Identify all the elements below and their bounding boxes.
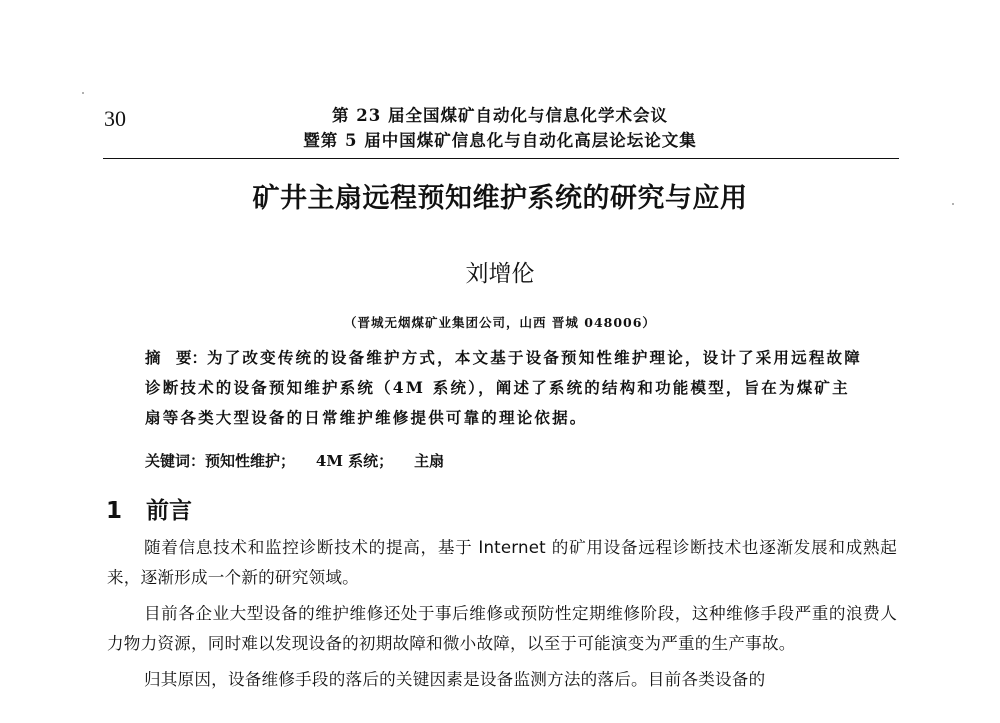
body-paragraph-2: 目前各企业大型设备的维护维修还处于事后维修或预防性定期维修阶段，这种维修手段严重的浪费人力物力资源，同时难以发现设备的初期故障和微小故障，以至于可能演变为严重的生产事故。 xyxy=(107,604,897,653)
section-title: 前言 xyxy=(146,498,192,524)
abstract-label: 摘 要： xyxy=(145,349,208,367)
keywords xyxy=(145,450,444,471)
running-header-line-1: 第 23 届全国煤矿自动化与信息化学术会议 xyxy=(332,106,668,125)
keywords-label: 关键词： xyxy=(145,452,206,470)
keyword-1: 预知性维护； xyxy=(205,452,296,470)
keyword-3: 主扇 xyxy=(414,452,445,470)
paper-title: 矿井主扇远程预知维护系统的研究与应用 xyxy=(252,183,748,214)
abstract xyxy=(145,343,865,433)
section-heading xyxy=(106,492,192,525)
abstract-text: 为了改变传统的设备维护方式，本文基于设备预知性维护理论，设计了采用远程故障诊断技术的设备预知维护系统（4M 系统），阐述了系统的结构和功能模型，旨在为煤矿主扇等各类大型设备的日常维护维修提供可靠的理论依据。 xyxy=(145,348,862,427)
author-affiliation: （晋城无烟煤矿业集团公司，山西 晋城 048006） xyxy=(344,315,656,330)
running-header xyxy=(100,103,900,153)
section-body xyxy=(107,533,897,701)
scan-speck xyxy=(82,92,84,94)
running-header-line-2: 暨第 5 届中国煤矿信息化与自动化高层论坛论文集 xyxy=(303,131,697,150)
body-paragraph-1: 随着信息技术和监控诊断技术的提高，基于 Internet 的矿用设备远程诊断技术也逐渐发展和成熟起来，逐渐形成一个新的研究领域。 xyxy=(107,538,897,587)
author-name: 刘增伦 xyxy=(465,261,535,287)
section-number: 1 xyxy=(106,498,123,524)
page-number: 30 xyxy=(104,106,126,131)
scan-speck xyxy=(952,203,954,205)
header-rule xyxy=(103,158,899,159)
body-paragraph-3: 归其原因，设备维修手段的落后的关键因素是设备监测方法的落后。目前各类设备的 xyxy=(144,670,766,689)
keyword-2: 4M 系统； xyxy=(315,452,394,470)
